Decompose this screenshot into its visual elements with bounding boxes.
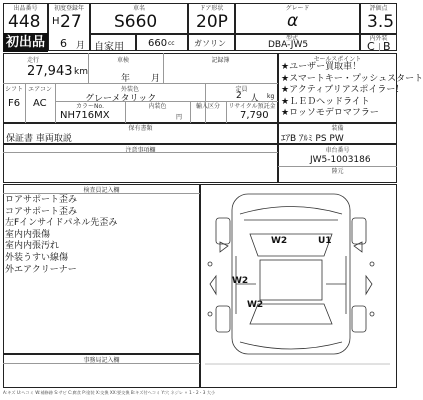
record-label: 記録簿 (211, 57, 230, 64)
equipment-value: ｴｱB ｱﾙﾐ PS PW (281, 134, 344, 144)
chassis-number: JW5-1003186 (310, 155, 371, 165)
inspection-month-unit: 月 (151, 74, 161, 84)
sales-point-list (281, 62, 423, 120)
capacity-unit: 人 (250, 94, 260, 104)
lot-number: 448 (8, 12, 41, 32)
damage-mark: W2 (247, 300, 264, 310)
inspection-item: 左Fインサイドパネル先歪み (5, 218, 118, 229)
inspection-label: 検査員記入欄 (83, 187, 120, 194)
fuel-type: ガソリン (194, 39, 226, 48)
year-label: 初度登録年 (53, 5, 84, 12)
cc-unit: cc (168, 40, 175, 47)
sales-point-item: ★アクティブリアスポイラー！ (281, 85, 405, 96)
car-diagram (200, 184, 397, 388)
doors-label: ドア形状 (199, 5, 224, 12)
documents-value: 保証書 車両取説 (6, 134, 72, 144)
first-listing-badge: 初出品 (3, 33, 48, 52)
damage-mark: W2 (232, 276, 249, 286)
documents-label: 保有書類 (128, 125, 153, 132)
inspection-item: 外装うすい線傷 (5, 252, 69, 263)
auction-score: 3.5 (367, 12, 395, 32)
engine-cc: 660 (148, 38, 168, 49)
inspection-item: 室内内張汚れ (5, 241, 60, 252)
grade-label: グレード (285, 5, 310, 12)
score-label: 評価点 (369, 5, 388, 12)
weight-unit: kg (267, 93, 275, 100)
color-no-label: カラーNo. (76, 103, 104, 110)
equipment-label: 装備 (331, 125, 344, 132)
color-number: NH716MX (60, 110, 110, 121)
seating-capacity: 2 (236, 91, 242, 101)
recycle-fee: 7,790 (240, 110, 269, 121)
ac-label: エアコン (28, 86, 52, 93)
sales-point-label: セールスポイント (313, 56, 362, 63)
lot-label: 出品番号 (13, 5, 38, 12)
interior-label: 内外装 (369, 35, 388, 42)
legend-text: A:キズ U:ヘコミ W:補修跡 S:サビ C:腐食 P:塗装 X:交換 XX:要交換 B:キズ付ヘコミ Y:穴 ネジレ ⚬ 1・2・3 大小 (3, 390, 216, 395)
model-code: DBA-JW5 (268, 40, 309, 50)
transmission: F6 (8, 98, 21, 109)
mileage: 27,943 (27, 64, 73, 79)
report-label: 事務局記入欄 (83, 357, 120, 364)
recycle-label: リサイクル預託金 (228, 103, 276, 110)
inspection-item: コアサポート歪み (5, 206, 78, 217)
inspection-list (5, 195, 117, 276)
inspection-item: 室内内張傷 (5, 229, 51, 240)
sales-point-item: ★ロッソモデロマフラー (281, 108, 379, 119)
interior-color-label: 内装色 (148, 103, 167, 110)
grade-value: α (287, 11, 299, 31)
exterior-color: グレーメタリック (85, 94, 157, 104)
inspection-year-unit: 年 (121, 74, 131, 84)
mileage-unit: km (74, 67, 88, 77)
month-unit: 月 (76, 41, 86, 51)
exterior-grade: B (383, 40, 391, 53)
usage-type: 自家用 (94, 42, 124, 53)
damage-mark: W2 (271, 236, 288, 246)
door-type: 20P (196, 12, 228, 32)
sales-point-item: ★スマートキー・プッシュスタート (281, 73, 423, 84)
position-label: 陸元 (331, 168, 344, 175)
air-conditioning: AC (33, 98, 47, 109)
trans-label: シフト (4, 86, 23, 93)
chassis-label: 車台番号 (325, 147, 350, 154)
sales-point-item: ★ＬＥＤヘッドライト (281, 96, 370, 107)
model-label: 車名 (132, 5, 145, 12)
inspection-label: 車検 (116, 57, 129, 64)
recycle-unit: 円 (176, 114, 183, 121)
registration-month: 6 (60, 37, 67, 50)
mileage-label: 走行 (26, 57, 39, 64)
registration-year: 27 (60, 12, 82, 32)
damage-mark: U1 (318, 236, 332, 246)
capacity-label: 定員 (235, 86, 248, 93)
inspection-item: 外エアクリーナー (5, 264, 77, 275)
color-label: 外装色 (120, 86, 139, 93)
model-name: S660 (114, 12, 158, 32)
era: H (52, 16, 60, 27)
sales-point-item: ★ユーザー買取車！ (281, 62, 362, 72)
import-label: 輸入区分 (195, 103, 220, 110)
model-code-label: 型式 (286, 35, 299, 42)
interior-grade: C (367, 40, 375, 53)
inspection-item: ロアサポート歪み (5, 195, 78, 205)
notes-label: 注意事項欄 (125, 147, 156, 154)
